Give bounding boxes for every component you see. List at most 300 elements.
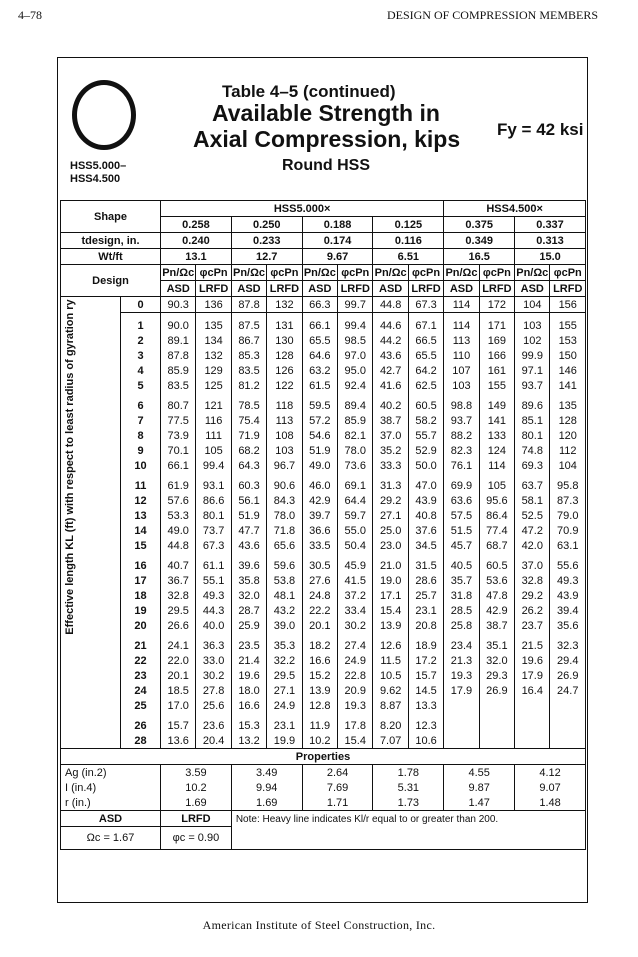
kl-value: 15: [121, 538, 161, 553]
asd-label: ASD: [444, 281, 479, 297]
strength-value: 17.1: [373, 588, 408, 603]
strength-value: 44.8: [373, 297, 408, 313]
strength-value: 54.6: [302, 428, 337, 443]
strength-value: 24.9: [338, 653, 373, 668]
property-label: I (in.4): [61, 780, 161, 795]
tdesign-value: 0.116: [373, 233, 444, 249]
strength-value: 93.1: [196, 473, 231, 493]
properties-label: Properties: [61, 749, 586, 765]
strength-value: 67.1: [408, 313, 443, 334]
table-row: [61, 508, 586, 523]
strength-value: 65.5: [408, 348, 443, 363]
table-section: Round HSS: [282, 157, 370, 174]
strength-value: 24.9: [267, 698, 302, 713]
strength-value: 133: [479, 428, 514, 443]
strength-value: 27.1: [373, 508, 408, 523]
strength-value: 31.3: [373, 473, 408, 493]
strength-value: [479, 733, 514, 749]
strength-value: 23.0: [373, 538, 408, 553]
strength-value: 60.5: [408, 393, 443, 413]
strength-value: 13.2: [231, 733, 266, 749]
strength-value: 95.6: [479, 493, 514, 508]
strength-value: 132: [196, 348, 231, 363]
strength-value: 7.07: [373, 733, 408, 749]
strength-value: 22.2: [302, 603, 337, 618]
strength-value: 51.5: [444, 523, 479, 538]
strength-value: 93.7: [515, 378, 550, 393]
strength-value: 59.6: [267, 553, 302, 573]
strength-value: 13.6: [161, 733, 196, 749]
strength-value: 18.2: [302, 633, 337, 653]
strength-value: 104: [550, 458, 586, 473]
kl-value: 8: [121, 428, 161, 443]
strength-value: 33.5: [302, 538, 337, 553]
strength-value: 20.8: [408, 618, 443, 633]
strength-value: 32.8: [515, 573, 550, 588]
phi-factor: φc = 0.90: [161, 827, 232, 850]
strength-value: 114: [444, 297, 479, 313]
strength-value: 12.6: [373, 633, 408, 653]
strength-value: 103: [267, 443, 302, 458]
tdesign-row: [61, 233, 586, 249]
strength-value: 78.5: [231, 393, 266, 413]
property-value: 10.2: [161, 780, 232, 795]
strength-value: 37.2: [338, 588, 373, 603]
strength-value: 45.7: [444, 538, 479, 553]
strength-value: 55.7: [408, 428, 443, 443]
strength-value: 13.3: [408, 698, 443, 713]
strength-value: 13.9: [302, 683, 337, 698]
strength-value: 61.5: [302, 378, 337, 393]
strength-value: 17.8: [338, 713, 373, 733]
weight-value: 15.0: [515, 249, 586, 265]
strength-value: 134: [196, 333, 231, 348]
strength-value: 39.6: [231, 553, 266, 573]
kl-value: 26: [121, 713, 161, 733]
property-value: 3.49: [231, 765, 302, 781]
shape-range-1: HSS5.000–: [70, 160, 127, 172]
strength-value: 15.3: [231, 713, 266, 733]
property-row: [61, 765, 586, 781]
strength-value: 85.1: [515, 413, 550, 428]
table-row: [61, 493, 586, 508]
strength-value: 25.6: [196, 698, 231, 713]
strength-value: 23.6: [196, 713, 231, 733]
strength-value: 81.2: [231, 378, 266, 393]
strength-value: 43.9: [550, 588, 586, 603]
thickness: 0.258: [161, 217, 232, 233]
strength-value: 87.8: [231, 297, 266, 313]
strength-value: 35.2: [373, 443, 408, 458]
strength-value: 17.0: [161, 698, 196, 713]
strength-value: 105: [196, 443, 231, 458]
strength-value: 27.8: [196, 683, 231, 698]
strength-value: 37.0: [515, 553, 550, 573]
lrfd-label: LRFD: [196, 281, 231, 297]
lrfd-footer: LRFD: [161, 811, 232, 827]
asd-label: ASD: [302, 281, 337, 297]
asd-footer: ASD: [61, 811, 161, 827]
strength-value: 64.4: [338, 493, 373, 508]
table-number: Table 4–5 (continued): [222, 82, 396, 101]
strength-value: 20.1: [161, 668, 196, 683]
strength-value: 42.7: [373, 363, 408, 378]
strength-value: 67.3: [408, 297, 443, 313]
strength-value: 32.3: [550, 633, 586, 653]
strength-value: 172: [479, 297, 514, 313]
strength-value: 35.3: [267, 633, 302, 653]
axis-label: Effective length KL (ft) with respect to least radius of gyration ry: [64, 299, 76, 635]
strength-value: 49.3: [550, 573, 586, 588]
strength-value: 24.1: [161, 633, 196, 653]
strength-value: 155: [550, 313, 586, 334]
strength-value: 114: [444, 313, 479, 334]
tdesign-value: 0.349: [444, 233, 515, 249]
strength-value: 58.2: [408, 413, 443, 428]
lrfd-label: LRFD: [338, 281, 373, 297]
table-row: [61, 458, 586, 473]
kl-value: 17: [121, 573, 161, 588]
strength-value: 17.9: [515, 668, 550, 683]
strength-value: 87.5: [231, 313, 266, 334]
strength-value: 16.6: [231, 698, 266, 713]
strength-value: 33.4: [338, 603, 373, 618]
strength-value: 104: [515, 297, 550, 313]
strength-value: 87.3: [550, 493, 586, 508]
property-value: 1.69: [161, 795, 232, 811]
kl-value: 23: [121, 668, 161, 683]
tdesign-value: 0.313: [515, 233, 586, 249]
property-value: 4.12: [515, 765, 586, 781]
strength-value: 22.0: [161, 653, 196, 668]
strength-value: 52.5: [515, 508, 550, 523]
strength-value: 146: [550, 363, 586, 378]
strength-value: 75.4: [231, 413, 266, 428]
strength-value: [515, 713, 550, 733]
property-value: 9.94: [231, 780, 302, 795]
strength-value: 11.5: [373, 653, 408, 668]
strength-value: 149: [479, 393, 514, 413]
table-row: [61, 473, 586, 493]
strength-value: 74.8: [515, 443, 550, 458]
kl-value: 28: [121, 733, 161, 749]
kl-value: 1: [121, 313, 161, 334]
property-value: 9.07: [515, 780, 586, 795]
strength-value: 83.5: [161, 378, 196, 393]
strength-value: 53.8: [267, 573, 302, 588]
strength-value: 8.87: [373, 698, 408, 713]
strength-value: 113: [267, 413, 302, 428]
strength-value: 47.2: [515, 523, 550, 538]
design-label: Design: [61, 265, 161, 297]
strength-value: 114: [479, 458, 514, 473]
strength-value: 13.9: [373, 618, 408, 633]
strength-value: 40.2: [373, 393, 408, 413]
phi-pn-label: φcPn: [267, 265, 302, 281]
strength-value: 155: [479, 378, 514, 393]
strength-value: 166: [479, 348, 514, 363]
property-row: [61, 780, 586, 795]
strength-value: 77.5: [161, 413, 196, 428]
property-value: 1.69: [231, 795, 302, 811]
strength-value: 156: [550, 297, 586, 313]
property-value: 5.31: [373, 780, 444, 795]
strength-value: 18.5: [161, 683, 196, 698]
property-value: 4.55: [444, 765, 515, 781]
omega-factor: Ωc = 1.67: [61, 827, 161, 850]
asd-label: ASD: [231, 281, 266, 297]
strength-value: 17.2: [408, 653, 443, 668]
strength-value: 49.0: [161, 523, 196, 538]
strength-value: 40.0: [196, 618, 231, 633]
strength-value: 49.0: [302, 458, 337, 473]
strength-value: 42.9: [302, 493, 337, 508]
thickness: 0.337: [515, 217, 586, 233]
strength-value: 132: [267, 297, 302, 313]
strength-value: 120: [550, 428, 586, 443]
strength-value: 77.4: [479, 523, 514, 538]
strength-value: 98.8: [444, 393, 479, 413]
table-row: [61, 633, 586, 653]
group-name: HSS5.000×: [161, 201, 444, 217]
strength-value: 103: [515, 313, 550, 334]
strength-value: 35.1: [479, 633, 514, 653]
strength-value: 129: [196, 363, 231, 378]
strength-value: 116: [196, 413, 231, 428]
strength-value: 53.6: [479, 573, 514, 588]
strength-value: 43.9: [408, 493, 443, 508]
strength-value: 57.6: [161, 493, 196, 508]
strength-value: 23.4: [444, 633, 479, 653]
strength-value: 73.7: [196, 523, 231, 538]
strength-value: 130: [267, 333, 302, 348]
kl-value: 11: [121, 473, 161, 493]
kl-value: 5: [121, 378, 161, 393]
strength-value: 102: [515, 333, 550, 348]
strength-value: 32.8: [161, 588, 196, 603]
strength-value: 26.9: [550, 668, 586, 683]
shape-label: Shape: [61, 201, 161, 233]
tdesign-value: 0.174: [302, 233, 373, 249]
weight-value: 9.67: [302, 249, 373, 265]
strength-value: 71.9: [231, 428, 266, 443]
strength-value: 118: [267, 393, 302, 413]
weight-value: 12.7: [231, 249, 302, 265]
strength-value: 19.0: [373, 573, 408, 588]
strength-value: 63.2: [302, 363, 337, 378]
phi-pn-label: φcPn: [196, 265, 231, 281]
strength-value: 35.8: [231, 573, 266, 588]
strength-value: 30.2: [338, 618, 373, 633]
strength-value: 57.2: [302, 413, 337, 428]
strength-value: 36.3: [196, 633, 231, 653]
strength-value: 89.6: [515, 393, 550, 413]
strength-value: 25.9: [231, 618, 266, 633]
strength-value: 80.7: [161, 393, 196, 413]
weight-label: Wt/ft: [61, 249, 161, 265]
property-value: 1.78: [373, 765, 444, 781]
strength-value: 20.1: [302, 618, 337, 633]
strength-value: 150: [550, 348, 586, 363]
table-row: [61, 393, 586, 413]
kl-value: 24: [121, 683, 161, 698]
strength-value: 48.1: [267, 588, 302, 603]
shape-row: [61, 201, 586, 217]
strength-value: 88.2: [444, 428, 479, 443]
strength-value: 89.1: [161, 333, 196, 348]
pn-omega-label: Pn/Ωc: [233, 266, 266, 279]
strength-value: 29.4: [550, 653, 586, 668]
strength-value: 59.5: [302, 393, 337, 413]
strength-value: 66.3: [302, 297, 337, 313]
strength-value: 21.4: [231, 653, 266, 668]
strength-value: 15.4: [338, 733, 373, 749]
thickness: 0.188: [302, 217, 373, 233]
strength-value: 66.1: [161, 458, 196, 473]
strength-value: [550, 733, 586, 749]
page-number: 4–78: [18, 8, 42, 22]
strength-value: 136: [196, 297, 231, 313]
table-row: [61, 668, 586, 683]
strength-value: 18.9: [408, 633, 443, 653]
asd-label: ASD: [161, 281, 196, 297]
strength-value: 29.5: [267, 668, 302, 683]
strength-value: 86.4: [479, 508, 514, 523]
strength-value: 95.0: [338, 363, 373, 378]
strength-value: 64.2: [408, 363, 443, 378]
strength-value: 43.2: [267, 603, 302, 618]
strength-value: 8.20: [373, 713, 408, 733]
strength-value: 113: [444, 333, 479, 348]
strength-value: 98.5: [338, 333, 373, 348]
strength-value: 19.3: [338, 698, 373, 713]
kl-value: 4: [121, 363, 161, 378]
strength-value: 97.0: [338, 348, 373, 363]
strength-value: 29.2: [515, 588, 550, 603]
property-row: [61, 795, 586, 811]
strength-value: 64.6: [302, 348, 337, 363]
strength-value: 47.0: [408, 473, 443, 493]
table-row: [61, 443, 586, 458]
strength-value: 23.1: [408, 603, 443, 618]
strength-value: 83.5: [231, 363, 266, 378]
kl-value: 12: [121, 493, 161, 508]
properties-row: [61, 749, 586, 765]
strength-value: 125: [196, 378, 231, 393]
strength-value: 153: [550, 333, 586, 348]
strength-value: 19.6: [231, 668, 266, 683]
strength-value: 161: [479, 363, 514, 378]
thickness: 0.125: [373, 217, 444, 233]
method-footer-row: [61, 811, 586, 827]
strength-value: 41.6: [373, 378, 408, 393]
strength-value: 22.8: [338, 668, 373, 683]
table-row: [61, 538, 586, 553]
strength-value: 25.7: [408, 588, 443, 603]
strength-value: [515, 733, 550, 749]
phi-pn-label: φcPn: [408, 265, 443, 281]
strength-value: 19.9: [267, 733, 302, 749]
strength-value: 112: [550, 443, 586, 458]
strength-value: 87.8: [161, 348, 196, 363]
strength-value: 47.7: [231, 523, 266, 538]
strength-value: [550, 698, 586, 713]
strength-value: 16.6: [302, 653, 337, 668]
strength-value: 55.6: [550, 553, 586, 573]
strength-value: 14.5: [408, 683, 443, 698]
strength-value: 126: [267, 363, 302, 378]
strength-value: 97.1: [515, 363, 550, 378]
strength-value: 30.2: [196, 668, 231, 683]
shape-range-2: HSS4.500: [70, 173, 121, 185]
table-row: [61, 413, 586, 428]
pn-omega-label: Pn/Ωc: [516, 266, 549, 279]
strength-value: 82.1: [338, 428, 373, 443]
phi-pn-label: φcPn: [550, 265, 586, 281]
strength-value: 26.2: [515, 603, 550, 618]
strength-value: 65.6: [267, 538, 302, 553]
strength-value: 36.6: [302, 523, 337, 538]
strength-value: 65.5: [302, 333, 337, 348]
strength-value: 99.7: [338, 297, 373, 313]
kl-value: 16: [121, 553, 161, 573]
strength-value: 15.7: [408, 668, 443, 683]
strength-value: 105: [479, 473, 514, 493]
strength-value: 141: [550, 378, 586, 393]
weight-value: 13.1: [161, 249, 232, 265]
thickness: 0.250: [231, 217, 302, 233]
footer: American Institute of Steel Construction, Inc.: [202, 918, 436, 932]
weight-row: [61, 249, 586, 265]
strength-value: 99.4: [338, 313, 373, 334]
lrfd-label: LRFD: [550, 281, 586, 297]
strength-value: 31.8: [444, 588, 479, 603]
strength-value: 61.9: [161, 473, 196, 493]
strength-value: 37.0: [373, 428, 408, 443]
table-row: [61, 713, 586, 733]
strength-value: 86.7: [231, 333, 266, 348]
phi-pn-label: φcPn: [338, 265, 373, 281]
tdesign-value: 0.240: [161, 233, 232, 249]
strength-value: 19.6: [515, 653, 550, 668]
strength-value: 78.0: [267, 508, 302, 523]
strength-value: 42.0: [515, 538, 550, 553]
strength-value: 45.9: [338, 553, 373, 573]
lrfd-label: LRFD: [408, 281, 443, 297]
strength-value: 38.7: [479, 618, 514, 633]
strength-value: 85.3: [231, 348, 266, 363]
lrfd-label: LRFD: [479, 281, 514, 297]
strength-value: 169: [479, 333, 514, 348]
strength-value: 43.6: [373, 348, 408, 363]
strength-value: 90.6: [267, 473, 302, 493]
strength-value: 69.9: [444, 473, 479, 493]
pn-omega-label: Pn/Ωc: [374, 266, 407, 279]
table-row: [61, 363, 586, 378]
strength-value: 122: [267, 378, 302, 393]
strength-value: 21.5: [515, 633, 550, 653]
strength-value: 99.4: [196, 458, 231, 473]
table-row: [61, 313, 586, 334]
strength-value: 79.0: [550, 508, 586, 523]
strength-value: 108: [267, 428, 302, 443]
strength-value: 44.2: [373, 333, 408, 348]
strength-value: 56.1: [231, 493, 266, 508]
property-label: r (in.): [61, 795, 161, 811]
strength-value: 12.8: [302, 698, 337, 713]
strength-value: 24.7: [550, 683, 586, 698]
table-row: [61, 653, 586, 668]
